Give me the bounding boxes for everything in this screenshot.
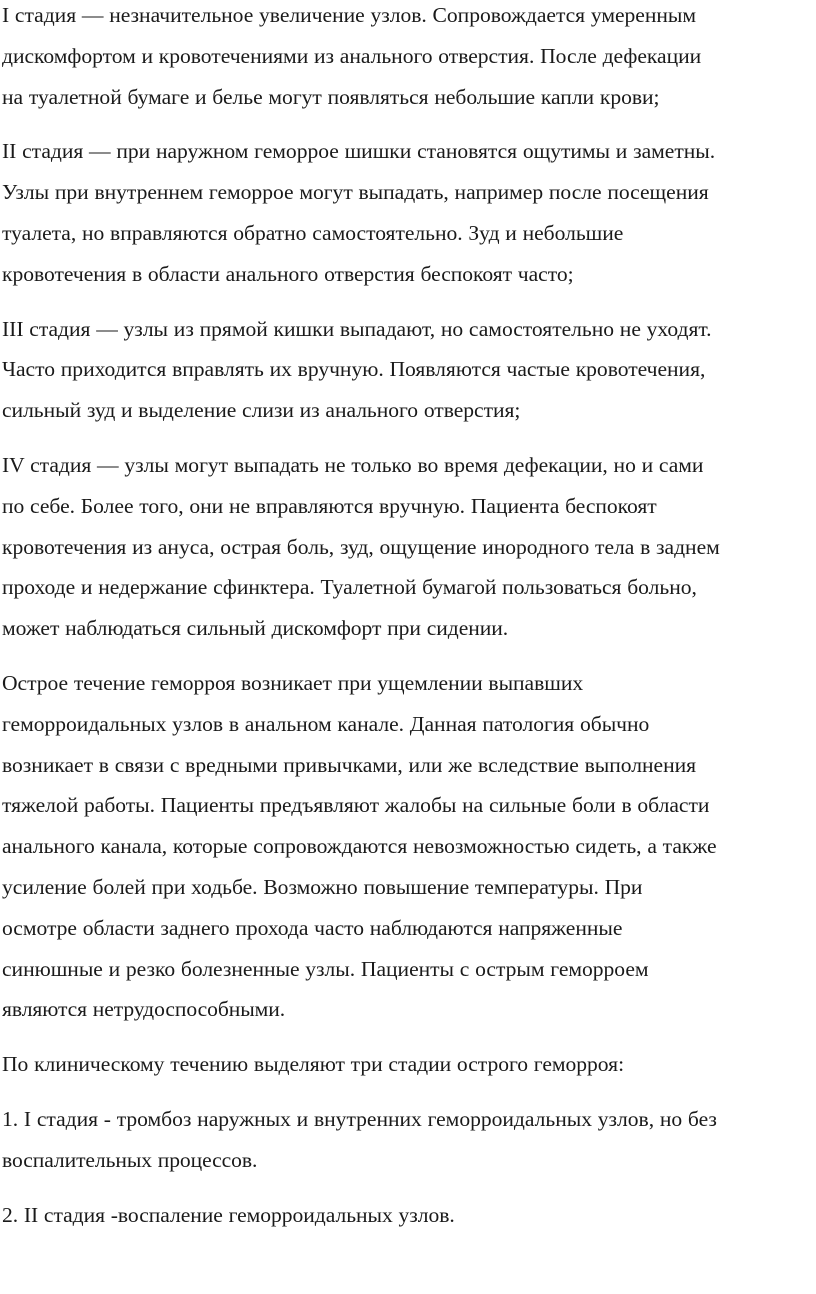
text-line: сильный зуд и выделение слизи из анального отверстия; — [2, 398, 521, 423]
text-line: дискомфортом и кровотечениями из анального отверстия. После дефекации — [2, 43, 702, 68]
text-line: воспалительных процессов. — [2, 1147, 258, 1172]
text-line: По клиническому течению выделяют три стадии острого геморроя: — [2, 1052, 625, 1077]
text-line: анального канала, которые сопровождаются невозможностью сидеть, а также — [2, 834, 717, 859]
text-line: Узлы при внутреннем геморрое могут выпадать, например после посещения — [2, 180, 709, 205]
text-line: Часто приходится вправлять их вручную. Появляются частые кровотечения, — [2, 357, 706, 382]
text-line: на туалетной бумаге и белье могут появляться небольшие капли крови; — [2, 84, 660, 109]
paragraph-acute-course — [2, 663, 816, 1030]
text-line: может наблюдаться сильный дискомфорт при сидении. — [2, 616, 509, 641]
text-line: являются нетрудоспособными. — [2, 997, 286, 1022]
text-line: тяжелой работы. Пациенты предъявляют жалобы на сильные боли в области — [2, 793, 710, 818]
text-line: по себе. Более того, они не вправляются вручную. Пациента беспокоят — [2, 493, 657, 518]
text-line: синюшные и резко болезненные узлы. Пациенты с острым геморроем — [2, 956, 649, 981]
text-line: II стадия — при наружном геморрое шишки становятся ощутимы и заметны. — [2, 139, 716, 164]
list-item-acute-stage-2 — [2, 1195, 816, 1236]
text-line: осмотре области заднего прохода часто наблюдаются напряженные — [2, 915, 623, 940]
text-line: 2. II стадия -воспаление геморроидальных узлов. — [2, 1202, 455, 1227]
text-line: IV стадия — узлы могут выпадать не только во время дефекации, но и сами — [2, 452, 704, 477]
text-line: туалета, но вправляются обратно самостоятельно. Зуд и небольшие — [2, 220, 624, 245]
text-line: I стадия — незначительное увеличение узлов. Сопровождается умеренным — [2, 3, 697, 27]
text-line: возникает в связи с вредными привычками, или же вследствие выполнения — [2, 752, 697, 777]
text-line: проходе и недержание сфинктера. Туалетной бумагой пользоваться больно, — [2, 575, 697, 600]
paragraph-stage-3 — [2, 309, 816, 431]
paragraph-clinical-intro — [2, 1044, 816, 1085]
text-line: геморроидальных узлов в анальном канале. Данная патология обычно — [2, 711, 650, 736]
paragraph-stage-2 — [2, 131, 816, 294]
text-line: кровотечения в области анального отверстия беспокоят часто; — [2, 261, 574, 286]
text-line: 1. I стадия - тромбоз наружных и внутренних геморроидальных узлов, но без — [2, 1106, 717, 1131]
paragraph-stage-4 — [2, 445, 816, 649]
list-item-acute-stage-1 — [2, 1099, 816, 1181]
text-line: Острое течение геморроя возникает при ущемлении выпавших — [2, 670, 584, 695]
paragraph-stage-1 — [2, 0, 816, 117]
text-line: кровотечения из ануса, острая боль, зуд, ощущение инородного тела в заднем — [2, 534, 720, 559]
text-line: III стадия — узлы из прямой кишки выпадают, но самостоятельно не уходят. — [2, 316, 712, 341]
text-line: усиление болей при ходьбе. Возможно повышение температуры. При — [2, 874, 643, 899]
